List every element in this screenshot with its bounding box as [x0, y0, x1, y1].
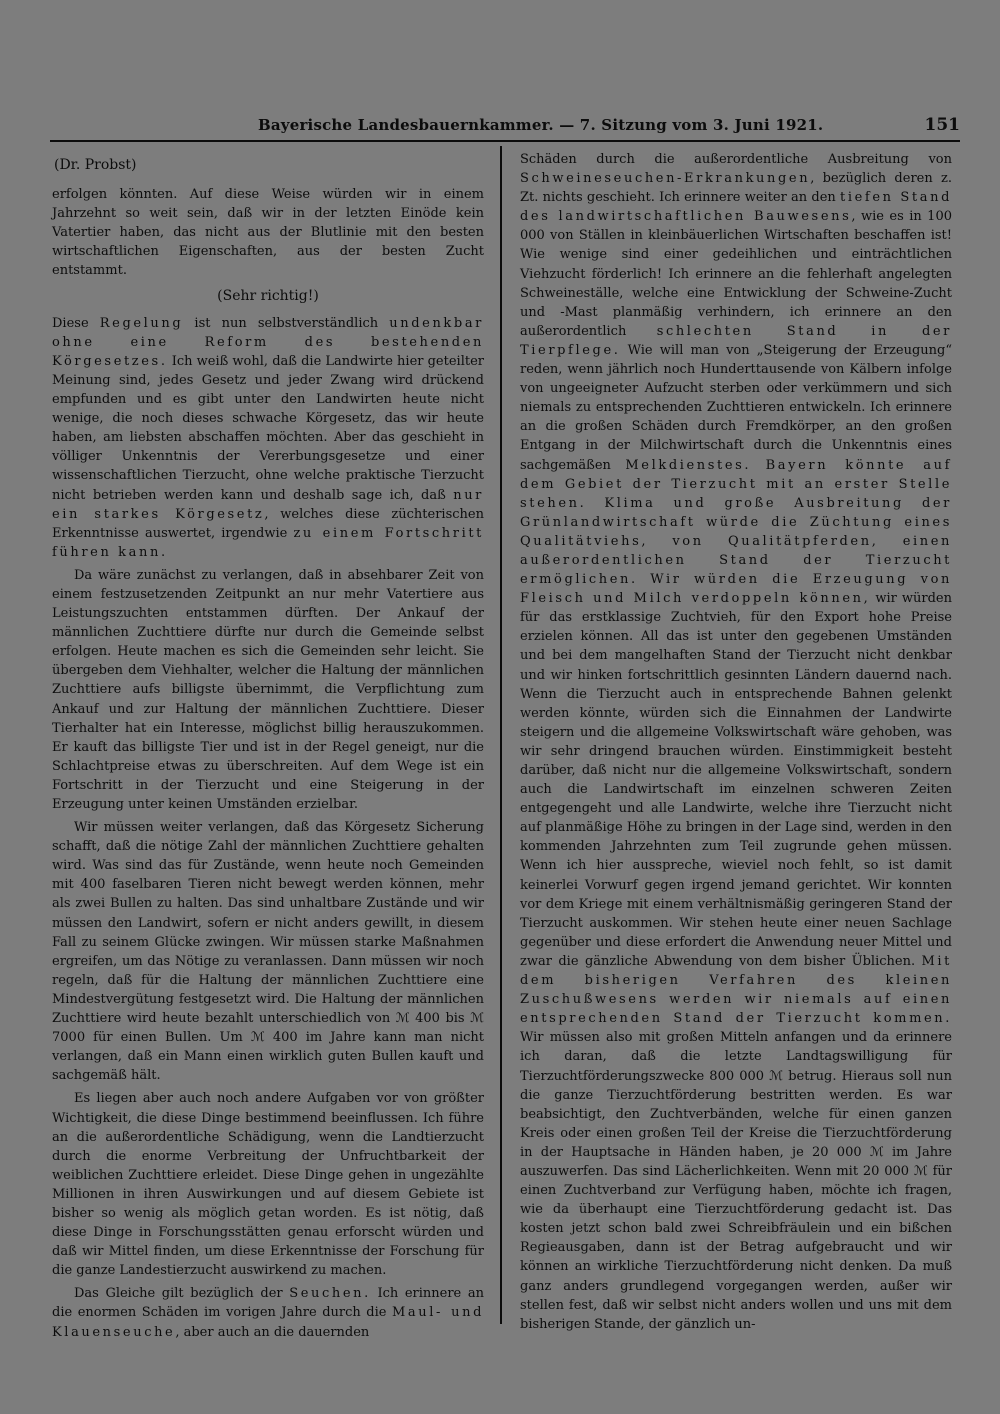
text-run: , welches diese züchterischen Erkenntnisse auswertet, irgendwie: [52, 506, 484, 541]
paragraph: Wir müssen weiter verlangen, daß das Körgesetz Sicherung schafft, daß die nötige Zahl der männlichen Zuchttiere gehalten wird. Was sind das für Zustände, wenn heute noch Gemeinden mit 400 faselbaren Tieren nicht bewegt werden können, mehr als zwei Bullen zu halten. Das sind unhaltbare Zustände und wir müssen den Landwirt, sofern er nicht anders gewillt, in diesem Fall zu seinem Glücke zwingen. Wir müssen starke Maßnahmen ergreifen, um das Nötige zu veranlassen. Dann müssen wir noch regeln, daß für die Haltung der männlichen Zuchttiere eine Mindestvergütung festgesetzt wird. Die Haltung der männlichen Zuchttiere wird heute bezahlt unterschiedlich von ℳ 400 bis ℳ 7000 für einen Bullen. Um ℳ 400 im Jahre kann man nicht verlangen, daß ein Mann einen wirklich guten Bullen kauft und sachgemäß hält.: [52, 820, 484, 1084]
spaced-text: nur ein starkes Körgesetz: [52, 487, 484, 522]
text-run: [751, 458, 765, 473]
spaced-text: Maul- und Klauenseuche: [52, 1305, 484, 1340]
text-run: wir würden für das erstklassige Zuchtvieh, für den Export hohe Preise erzielen können. All das ist unter den gegebenen Umständen und bei dem mangelhaften Stand der Tierzucht nicht denkbar und wir hinken fortschrittlich gesinnten Ländern dauernd nach. Wenn die Tierzucht auch in entsprechende Bahnen gelenkt werden könnte, würden sich die Einnahmen der Landwirte steigern und die allgemeine Volkswirtschaft wäre gehoben, was wir sehr dringend brauchen würden. Einstimmigkeit besteht darüber, daß nicht nur die allgemeine Volkswirtschaft, sondern auch die Landwirtschaft im einzelnen schweren Zeiten entgegengeht und alle Landwirte, welche ihre Tierzucht nicht auf planmäßige Höhe zu bringen in der Lage sind, werden in den kommenden Jahrzehnten zum Teil zugrunde gehen müssen. Wenn ich hier ausspreche, wieviel noch fehlt, so ist damit keinerlei Vorwurf gegen irgend jemand gerichtet. Wir konnten vor dem Kriege mit einem verhältnismäßig geringeren Stand der Tierzucht auskommen. Wir stehen heute einer neuen Sachlage gegenüber und diese erfordert die Anwendung neuer Mittel und zwar die gänzliche Abwendung von dem bisher Üblichen.: [520, 591, 952, 969]
right-column: [520, 150, 952, 1338]
spaced-text: Bayern könnte auf dem Gebiet der Tierzucht mit an erster Stelle stehen. Klima und große Ausbreitung der Grünlandwirtschaft würde die Züchtung eines Qualitätviehs, von Qualitätpferden, einen außerordentlichen Stand der Tierzucht ermöglichen. Wir würden die Erzeugung von Fleisch und Milch verdoppeln können,: [520, 457, 952, 607]
header-title: Bayerische Landesbauernkammer. — 7. Sitzung vom 3. Juni 1921.: [258, 116, 824, 134]
text-run: , bezüglich deren z. Zt. nichts geschieht. Ich erinnere weiter an den: [520, 171, 952, 206]
spaced-text: schlechten Stand in der Tierpflege.: [520, 323, 952, 358]
text-run: Wir müssen also mit großen Mitteln anfangen und da erinnere ich daran, daß die letzte Landtagswilligung für Tierzuchtförderungszwecke 800 000 ℳ betrug. Hieraus soll nun die ganze Tierzuchtförderung bestritten werden. Es war beabsichtigt, den Zuchtverbänden, welche für einen ganzen Kreis oder einen großen Teil der Kreise die Tierzuchtförderung in der Hauptsache in Händen haben, je 20 000 ℳ im Jahre auszuwerfen. Das sind Lächerlichkeiten. Wenn mit 20 000 ℳ für einen Zuchtverband zur Verfügung haben, möchte ich fragen, wie da überhaupt eine Tierzuchtförderung gedacht ist. Das kosten jetzt schon bald zwei Schreibfräulein und ein bißchen Regieausgaben, dann ist der Betrag aufgebraucht und wir können an wirkliche Tierzuchtförderung nicht denken. Da muß ganz anders grundlegend vorgegangen werden, außer wir stellen fest, daß wir selbst nicht anders wollen und uns mit dem bisherigen Stande, der gänzlich un-: [520, 1030, 952, 1332]
speaker-name: (Dr. Probst): [54, 157, 137, 173]
text-run: ist nun selbstverständlich: [183, 315, 390, 331]
spaced-text: Schweineseuchen-Erkrankungen: [520, 171, 811, 187]
text-run: Schäden durch die außerordentliche Ausbreitung von: [520, 152, 952, 167]
text-run: Ich weiß wohl, daß die Landwirte hier geteilter Meinung sind, jedes Gesetz und jeder Zwang wird drückend empfunden und es gibt unter den Landwirten heute nicht wenige, die noch dieses schwache Körgesetz, das wir heute haben, am liebsten abschaffen möchten. Aber das geschieht in völliger Unkenntnis der Vererbungsgesetze und einer wissenschaftlichen Tierzucht, ohne welche praktische Tierzucht nicht betrieben werden kann und deshalb sage ich, daß: [52, 353, 484, 503]
text-run: Ich erinnere an die enormen Schäden im vorigen Jahre durch die: [52, 1286, 484, 1321]
paragraph: [520, 150, 952, 1334]
text-run: , wie es in 100 000 von Ställen in kleinbäuerlichen Wirtschaften beschaffen ist! Wie wenige sind einer gedeihlichen und einträchtlichen Viehzucht förderlich! Ich erinnere an die fehlerhaft angelegten Schweineställe, welche eine Entwicklung der Schweine-Zucht und -Mast planmäßig verhindern, ich erinnere an den außerordentlich: [520, 209, 952, 339]
text-run: Das Gleiche gilt bezüglich der: [74, 1286, 290, 1302]
spaced-text: undenkbar ohne eine Reform des bestehenden Körgesetzes.: [52, 315, 484, 369]
spaced-text: Melkdienstes.: [625, 457, 752, 473]
text-run: Wie will man von „Steigerung der Erzeugung“ reden, wenn jährlich noch Hunderttausende von Kälbern infolge von ungeeigneter Aufzucht sterben oder verkümmern und sich niemals zu entsprechenden Zuchttieren entwickeln. Ich erinnere an die großen Schäden durch Fremdkörper, an den großen Entgang in der Milchwirtschaft durch die Unkenntnis eines sachgemäßen: [520, 342, 952, 473]
spaced-text: zu einem Fortschritt führen kann.: [52, 525, 485, 560]
interjection: (Sehr richtig!): [217, 287, 319, 304]
paragraph: [52, 314, 484, 562]
left-column: [52, 150, 484, 1346]
paragraph: [52, 1284, 484, 1341]
spaced-text: Seuchen.: [289, 1286, 371, 1302]
paragraph: erfolgen könnten. Auf diese Weise würden wir in einem Jahrzehnt so weit sein, daß wir in der letzten Einöde kein Vatertier haben, das nicht aus der Blutlinie mit den besten wirtschaftlichen Eigenschaften, aus der besten Zucht entstammt.: [52, 187, 484, 279]
paragraph: Da wäre zunächst zu verlangen, daß in absehbarer Zeit von einem festzusetzenden Zeitpunkt an nur mehr Vatertiere aus Leistungszuchten entstammen dürften. Der Ankauf der männlichen Zuchttiere dürfte nur durch die Gemeinde selbst erfolgen. Heute machen es sich die Gemeinden sehr leicht. Sie übergeben dem Viehhalter, welcher die Haltung der männlichen Zuchttiere aufs billigste übernimmt, die Verpflichtung zum Ankauf und zur Haltung der männlichen Zuchttiere. Dieser Tierhalter hat ein Interesse, möglichst billig herauszukommen. Er kauft das billigste Tier und ist in der Regel geneigt, nur die Schlachtpreise etwas zu überschreiten. Auf dem Wege ist ein Fortschritt in der Tierzucht und eine Steigerung in der Erzeugung unter keinen Umständen erzielbar.: [52, 567, 484, 812]
text-run: , aber auch an die dauernden: [175, 1324, 370, 1340]
paragraph: Es liegen aber auch noch andere Aufgaben vor von größter Wichtigkeit, die diese Dinge bestimmend beeinflussen. Ich führe an die außerordentliche Schädigung, wenn die Landtierzucht durch die enorme Verbreitung der Unfruchtbarkeit der weiblichen Zuchttiere erleidet. Diese Dinge gehen in ungezählte Millionen in ihren Auswirkungen und auf diesem Gebiete ist bisher so wenig als möglich getan worden. Es ist nötig, daß diese Dinge in Forschungsstätten genau erforscht würden und daß wir Mittel finden, um diese Erkenntnisse der Forschung für die ganze Landestierzucht auswirkend zu machen.: [52, 1091, 484, 1279]
column-divider: [500, 146, 502, 1324]
text-run: Diese: [52, 315, 100, 331]
spaced-text: Mit dem bisherigen Verfahren des kleinen Zuschußwesens werden wir niemals auf einen entsprechenden Stand der Tierzucht kommen.: [520, 953, 952, 1027]
page-number: 151: [924, 115, 960, 135]
spaced-text: tiefen Stand des landwirtschaftlichen Bauwesens: [520, 190, 952, 225]
running-header: [50, 113, 962, 137]
header-rule: [50, 140, 960, 142]
spaced-text: Regelung: [99, 315, 184, 331]
